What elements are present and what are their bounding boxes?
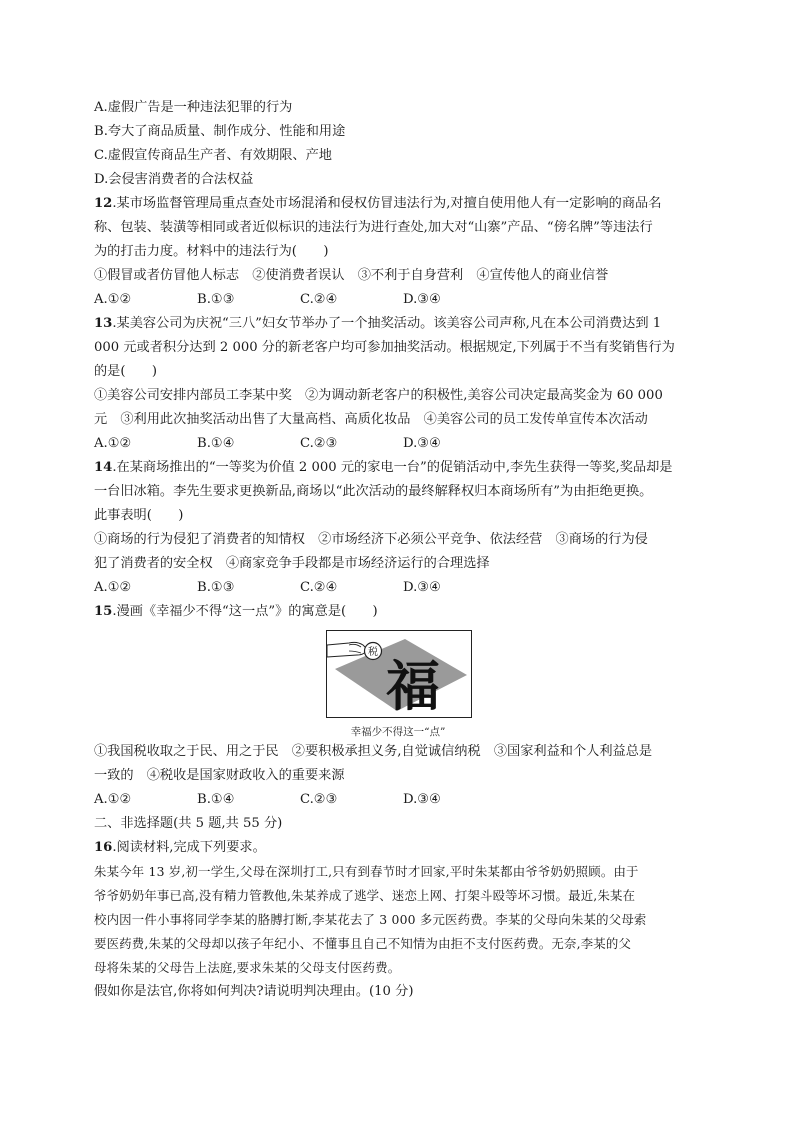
q15-choice-d: D.③④ (403, 792, 441, 807)
section-2-heading: 二、非选择题(共 5 题,共 55 分) (94, 816, 283, 831)
q15-text: .漫画《幸福少不得“这一点”》的寓意是( ) (112, 604, 378, 619)
q15-choice-c: C.②③ (300, 792, 338, 807)
q14-statements-line-2: 犯了消费者的安全权 ④商家竞争手段都是市场经济运行的合理选择 (94, 556, 490, 571)
q11-option-b: B.夸大了商品质量、制作成分、性能和用途 (94, 124, 346, 139)
q15-statements-line-2: 一致的 ④税收是国家财政收入的重要来源 (94, 768, 345, 783)
q14-text-1: .在某商场推出的“一等奖为价值 2 000 元的家电一台”的促销活动中,李先生获得一等奖,奖品却是 (112, 460, 673, 475)
q11-option-d: D.会侵害消费者的合法权益 (94, 172, 254, 187)
q13-choice-c: C.②③ (300, 436, 338, 451)
q13-choice-a: A.①② (94, 436, 132, 451)
q16-material-line-3: 校内因一件小事将同学李某的胳膊打断,李某花去了 3 000 多元医药费。李某的父母向朱某的父母索 (94, 912, 647, 927)
q12-text-1: .某市场监督管理局重点查处市场混淆和侵权仿冒违法行为,对擅自使用他人有一定影响的商品名 (112, 196, 662, 211)
q13-statements-line-2: 元 ③利用此次抽奖活动出售了大量高档、高质化妆品 ④美容公司的员工发传单宣传本次活动 (94, 412, 648, 427)
q15-choice-b: B.①④ (197, 792, 235, 807)
q12-choice-b: B.①③ (197, 292, 235, 307)
fu-character: 福 (386, 655, 440, 717)
q13-number: 13 (94, 316, 113, 331)
q16-question: 假如你是法官,你将如何判决?请说明判决理由。(10 分) (94, 984, 414, 999)
q12-statements: ①假冒或者仿冒他人标志 ②使消费者误认 ③不利于自身营利 ④宣传他人的商业信誉 (94, 268, 609, 283)
q12-stem-line-2: 称、包装、装潢等相同或者近似标识的违法行为进行查处,加大对“山寨”产品、“傍名牌”等违法行 (94, 220, 653, 235)
q14-statements-line-1: ①商场的行为侵犯了消费者的知情权 ②市场经济下必须公平竞争、依法经营 ③商场的行为侵 (94, 532, 648, 547)
q16-material-line-2: 爷爷奶奶年事已高,没有精力管教他,朱某养成了逃学、迷恋上网、打架斗殴等坏习惯。最近,朱某在 (94, 888, 636, 903)
hand-icon (327, 642, 367, 657)
q12-choice-a: A.①② (94, 292, 132, 307)
q12-choices (94, 288, 694, 312)
q14-choice-b: B.①③ (197, 580, 235, 595)
q13-statements-line-1: ①美容公司安排内部员工李某中奖 ②为调动新老客户的积极性,美容公司决定最高奖金为 60 000 (94, 388, 663, 403)
q14-choice-c: C.②④ (300, 580, 338, 595)
q16-material-line-4: 要医药费,朱某的父母却以孩子年纪小、不懂事且自己不知情为由拒不支付医药费。无奈,李某的父 (94, 936, 632, 951)
q11-option-c: C.虚假宣传商品生产者、有效期限、产地 (94, 148, 332, 163)
exam-page (94, 96, 694, 1004)
q12-choice-c: C.②④ (300, 292, 338, 307)
q13-stem-line-1 (94, 312, 694, 336)
tax-cartoon (326, 630, 470, 740)
q12-stem-line-3: 为的打击力度。材料中的违法行为( ) (94, 244, 329, 259)
q13-choice-b: B.①④ (197, 436, 235, 451)
q13-stem-line-3: 的是( ) (94, 364, 158, 379)
coin-label: 税 (368, 647, 378, 658)
q14-choices (94, 576, 694, 600)
q15-number: 15 (94, 604, 113, 619)
q12-choice-d: D.③④ (403, 292, 441, 307)
q15-choice-a: A.①② (94, 792, 132, 807)
cartoon-illustration (327, 631, 471, 717)
q16-material-line-5: 母将朱某的父母告上法庭,要求朱某的父母支付医药费。 (94, 960, 401, 975)
cartoon-frame (326, 630, 472, 718)
q14-stem-line-1 (94, 456, 694, 480)
q14-stem-line-3: 此事表明( ) (94, 508, 184, 523)
q15-choices (94, 788, 694, 812)
q16-number: 16 (94, 840, 113, 855)
q14-number: 14 (94, 460, 113, 475)
q12-number: 12 (94, 196, 113, 211)
q15-stem (94, 600, 694, 624)
q14-choice-a: A.①② (94, 580, 132, 595)
cartoon-caption: 幸福少不得这一“点” (350, 726, 446, 738)
q13-choices (94, 432, 694, 456)
q13-text-1: .某美容公司为庆祝“三八”妇女节举办了一个抽奖活动。该美容公司声称,凡在本公司消费达到 1 (112, 316, 662, 331)
q13-choice-d: D.③④ (403, 436, 441, 451)
q14-stem-line-2: 一台旧冰箱。李先生要求更换新品,商场以“此次活动的最终解释权归本商场所有”为由拒绝更换。 (94, 484, 653, 499)
q16-stem (94, 836, 694, 860)
q14-choice-d: D.③④ (403, 580, 441, 595)
q11-option-a: A.虚假广告是一种违法犯罪的行为 (94, 100, 293, 115)
q13-stem-line-2: 000 元或者积分达到 2 000 分的新老客户均可参加抽奖活动。根据规定,下列属于不当有奖销售行为 (94, 340, 675, 355)
q16-text: .阅读材料,完成下列要求。 (112, 840, 266, 855)
q12-stem-line-1 (94, 192, 694, 216)
q15-statements-line-1: ①我国税收取之于民、用之于民 ②要积极承担义务,自觉诚信纳税 ③国家利益和个人利益总是 (94, 744, 653, 759)
q16-material-line-1: 朱某今年 13 岁,初一学生,父母在深圳打工,只有到春节时才回家,平时朱某都由爷爷奶奶照顾。由于 (94, 864, 639, 879)
